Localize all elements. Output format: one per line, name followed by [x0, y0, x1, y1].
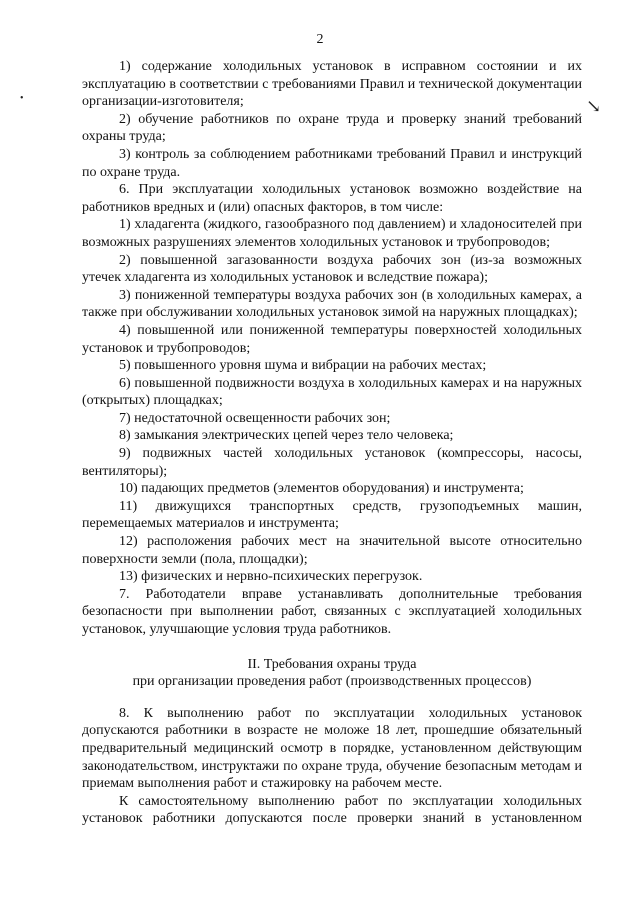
- paragraph: 8. К выполнению работ по эксплуатации холодильных установок допускаются работники в возрасте не моложе 18 лет, прошедшие обязательный предварительный медицинский осмотр в порядке, установленном действующим законодательством, инструктажи по охране труда, обучение безопасным методам и приемам выполнения работ и стажировку на рабочем месте.: [82, 705, 582, 792]
- paragraph: 1) хладагента (жидкого, газообразного под давлением) и хладоносителей при возможных разрушениях элементов холодильных установок и трубопроводов;: [82, 217, 582, 250]
- paragraph: 12) расположения рабочих мест на значительной высоте относительно поверхности земли (пола, площадки);: [82, 534, 582, 567]
- paragraph: 6) повышенной подвижности воздуха в холодильных камерах и на наружных (открытых) площадках;: [82, 375, 582, 409]
- paragraph: К самостоятельному выполнению работ по эксплуатации холодильных установок работники допускаются после проверки знаний в установленном: [82, 793, 582, 827]
- paragraph: 8) замыкания электрических цепей через тело человека;: [119, 428, 454, 444]
- paragraph: 5) повышенного уровня шума и вибрации на рабочих местах;: [119, 358, 487, 374]
- section-subheading: при организации проведения работ (производственных процессов): [132, 674, 532, 690]
- paragraph: 13) физических и нервно-психических перегрузок.: [119, 569, 423, 585]
- paragraph: 10) падающих предметов (элементов оборудования) и инструмента;: [119, 481, 524, 497]
- paragraph: 3) пониженной температуры воздуха рабочих зон (в холодильных камерах, а также при обслуживании холодильных установок зимой на наружных площадках);: [82, 287, 582, 321]
- paragraph: 2) обучение работников по охране труда и проверку знаний требований охраны труда;: [82, 111, 582, 145]
- page-number: 2: [316, 32, 324, 47]
- section-heading: II. Требования охраны труда: [247, 656, 417, 672]
- paragraph: 11) движущихся транспортных средств, грузоподъемных машин, перемещаемых материалов и инструмента;: [82, 498, 582, 532]
- paragraph: 9) подвижных частей холодильных установок (компрессоры, насосы, вентиляторы);: [82, 446, 582, 479]
- paragraph: 7. Работодатели вправе устанавливать дополнительные требования безопасности при выполнении работ, связанных с эксплуатацией холодильных установок, улучшающие условия труда работников.: [82, 586, 582, 637]
- document-body: [82, 58, 582, 828]
- scan-mark-dot: •: [20, 93, 24, 104]
- paragraph: 2) повышенной загазованности воздуха рабочих зон (из-за возможных утечек хладагента из холодильных установок и вследствие пожара);: [82, 252, 582, 286]
- paragraph: 7) недостаточной освещенности рабочих зон;: [119, 410, 391, 426]
- scan-mark-check: ↘: [586, 96, 602, 116]
- paragraph: 1) содержание холодильных установок в исправном состоянии и их эксплуатацию в соответствии с требованиями Правил и технической документации организации-изготовителя;: [82, 59, 582, 110]
- paragraph: 4) повышенной или пониженной температуры поверхностей холодильных установок и трубопроводов;: [82, 322, 582, 356]
- paragraph: 3) контроль за соблюдением работниками требований Правил и инструкций по охране труда.: [82, 146, 582, 180]
- paragraph: 6. При эксплуатации холодильных установок возможно воздействие на работников вредных и (или) опасных факторов, в том числе:: [82, 182, 582, 215]
